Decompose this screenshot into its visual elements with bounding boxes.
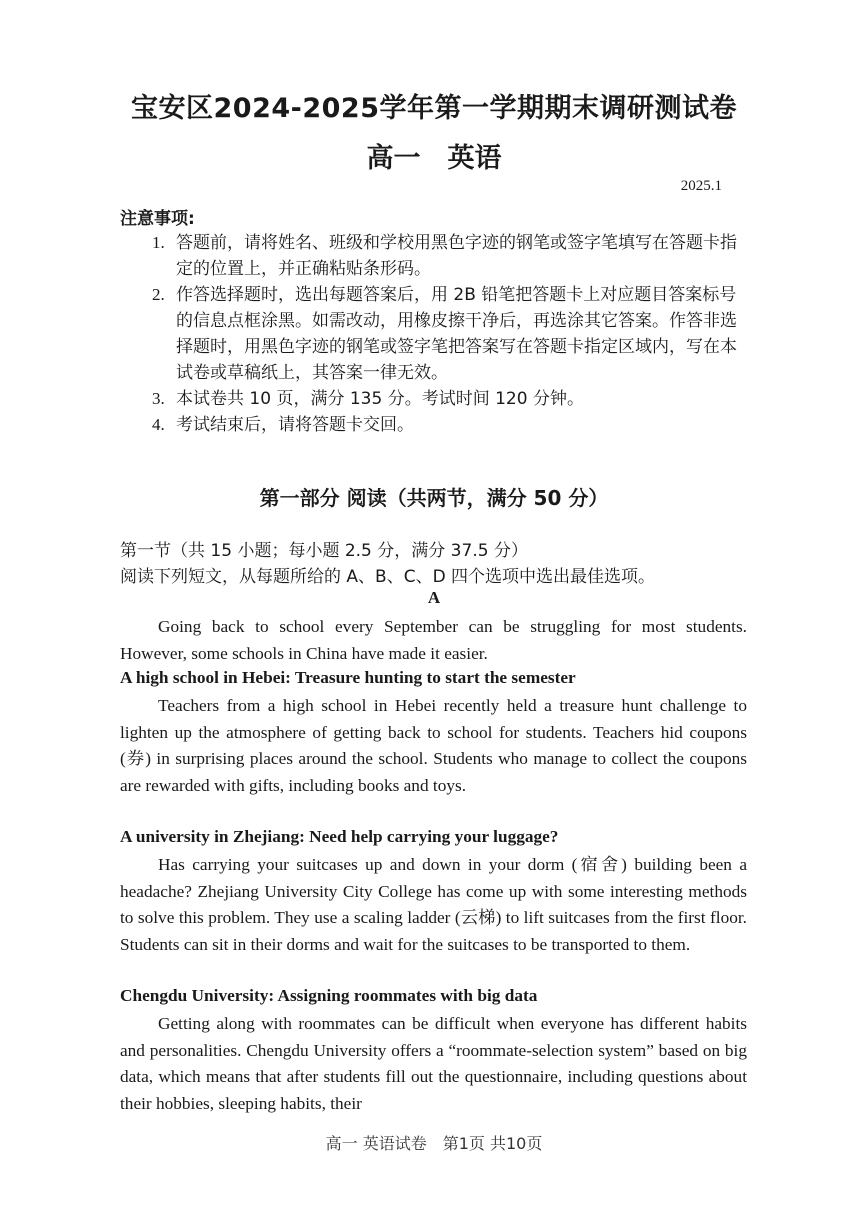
notice-item: [152, 386, 752, 412]
exam-subtitle: 高一 英语: [366, 143, 502, 174]
passage-intro: Going back to school every September can be struggling for most students. However, some schools in China have made it easier.: [120, 617, 747, 663]
paragraph-zhejiang: Has carrying your suitcases up and down in your dorm (宿舍) building been a headache? Zhejiang University City College has come up with some interesting methods to solve this problem. They use a scaling ladder (云梯) to lift suitcases from the first floor. Students can sit in their dorms and wait for the suitcases to be transported to them.: [120, 855, 747, 954]
notice-item-text: 考试结束后，请将答题卡交回。: [176, 415, 414, 435]
notice-item-text: 答题前，请将姓名、班级和学校用黑色字迹的钢笔或签字笔填写在答题卡指定的位置上，并正确粘贴条形码。: [176, 233, 737, 279]
notice-item-number: 2.: [152, 285, 165, 304]
subheading-chengdu: Chengdu University: Assigning roommates with big data: [120, 986, 538, 1005]
notice-item: [152, 282, 752, 386]
subheading-hebei: A high school in Hebei: Treasure hunting to start the semester: [120, 668, 576, 687]
passage-label: A: [427, 588, 441, 607]
notice-item-number: 1.: [152, 233, 165, 252]
subheading-zhejiang: A university in Zhejiang: Need help carrying your luggage?: [120, 827, 559, 846]
exam-date: 2025.1: [680, 178, 722, 194]
page-footer: 高一 英语试卷 第1页 共10页: [325, 1134, 543, 1153]
notice-item-number: 4.: [152, 415, 165, 434]
notice-item-text: 作答选择题时，选出每题答案后，用 2B 铅笔把答题卡上对应题目答案标号的信息点框涂黑。如需改动，用橡皮擦干净后，再选涂其它答案。作答非选择题时，用黑色字迹的钢笔或签字笔把答案写在答题卡指定区域内，写在本试卷或草稿纸上，其答案一律无效。: [176, 285, 737, 383]
notice-item: [152, 230, 752, 282]
notice-item-text: 本试卷共 10 页，满分 135 分。考试时间 120 分钟。: [176, 389, 584, 409]
notice-heading: 注意事项:: [120, 209, 195, 229]
notice-item: [152, 412, 752, 438]
instruction-text: 阅读下列短文，从每题所给的 A、B、C、D 四个选项中选出最佳选项。: [120, 567, 656, 587]
notice-item-number: 3.: [152, 389, 165, 408]
paragraph-chengdu: Getting along with roommates can be difficult when everyone has different habits and personalities. Chengdu University offers a “roommate-selection system” based on big data, which means that after students fill out the questionnaire, including questions about their hobbies, sleeping habits, their: [120, 1014, 747, 1113]
paragraph-hebei: Teachers from a high school in Hebei recently held a treasure hunt challenge to lighten up the atmosphere of getting back to school for students. Teachers hid coupons (券) in surprising places around the school. Students who manage to collect the coupons are rewarded with gifts, including books and toys.: [120, 696, 747, 795]
section-heading: 第一节（共 15 小题；每小题 2.5 分，满分 37.5 分）: [120, 541, 528, 561]
part-heading: 第一部分 阅读（共两节，满分 50 分）: [259, 486, 609, 510]
exam-title: 宝安区2024-2025学年第一学期期末调研测试卷: [131, 93, 737, 124]
